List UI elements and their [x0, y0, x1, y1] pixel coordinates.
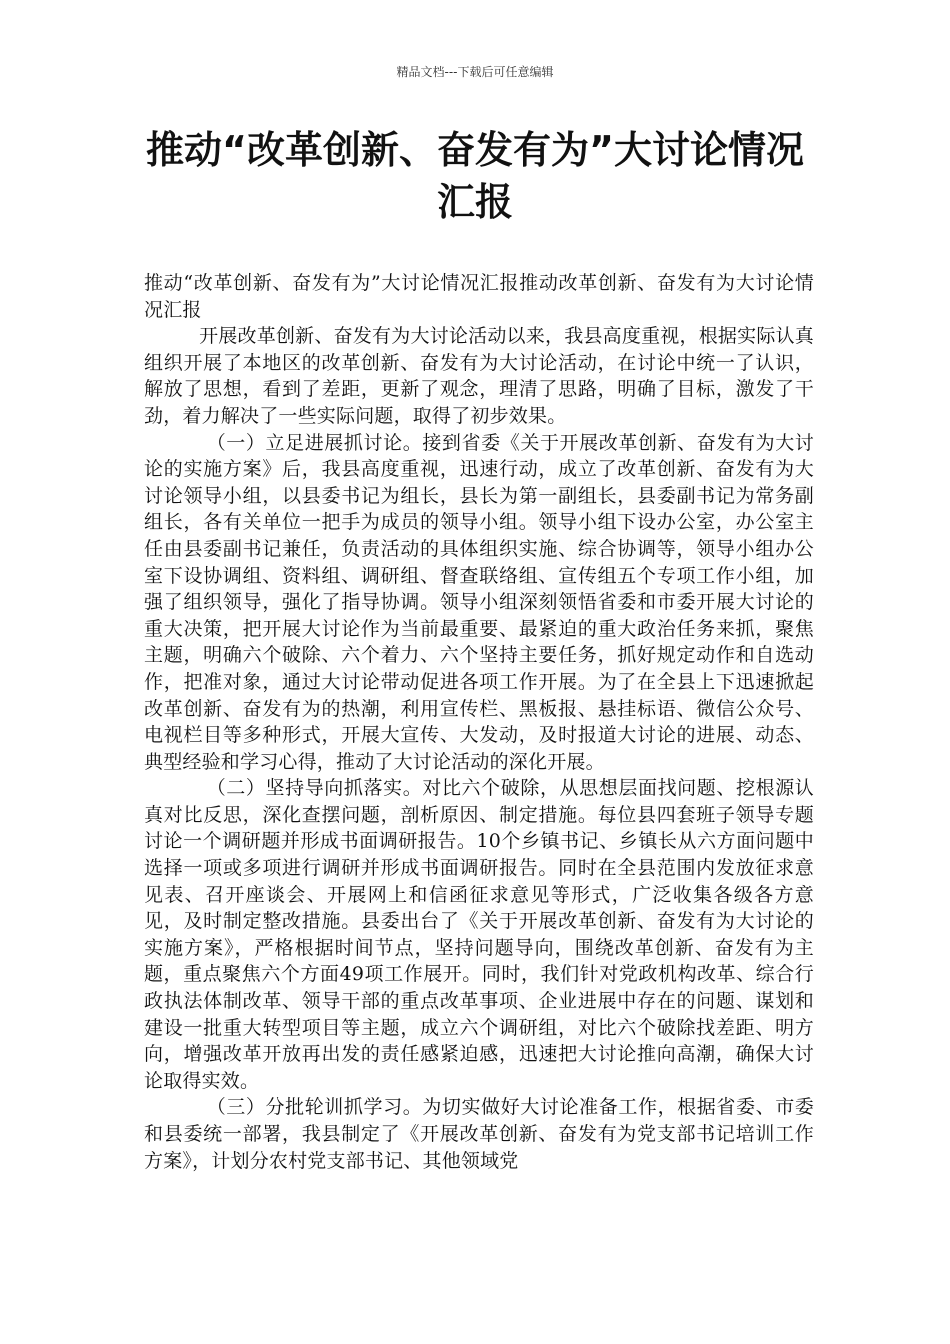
- section-1-paragraph: （一）立足进展抓讨论。接到省委《关于开展改革创新、奋发有为大讨论的实施方案》后，我县高度重视，迅速行动，成立了改革创新、奋发有为大讨论领导小组，以县委书记为组长，县长为第一副组长，县委副书记为常务副组长，各有关单位一把手为成员的领导小组。领导小组下设办公室，办公室主任由县委副书记兼任，负责活动的具体组织实施、综合协调等，领导小组办公室下设协调组、资料组、调研组、督查联络组、宣传组五个专项工作小组，加强了组织领导，强化了指导协调。领导小组深刻领悟省委和市委开展大讨论的重大决策，把开展大讨论作为当前最重要、最紧迫的重大政治任务来抓，聚焦主题，明确六个破除、六个着力、六个坚持主要任务，抓好规定动作和自选动作，把准对象，通过大讨论带动促进各项工作开展。为了在全县上下迅速掀起改革创新、奋发有为的热潮，利用宣传栏、黑板报、悬挂标语、微信公众号、电视栏目等多种形式，开展大宣传、大发动，及时报道大讨论的进展、动态、典型经验和学习心得，推动了大讨论活动的深化开展。: [144, 431, 814, 773]
- section-2-paragraph: （二）坚持导向抓落实。对比六个破除，从思想层面找问题、挖根源认真对比反思，深化查摆问题，剖析原因、制定措施。每位县四套班子领导专题讨论一个调研题并形成书面调研报告。10个乡镇书记、乡镇长从六方面问题中选择一项或多项进行调研并形成书面调研报告。同时在全县范围内发放征求意见表、召开座谈会、开展网上和信函征求意见等形式，广泛收集各级各方意见，及时制定整改措施。县委出台了《关于开展改革创新、奋发有为大讨论的实施方案》，严格根据时间节点，坚持问题导向，围绕改革创新、奋发有为主题，重点聚焦六个方面49项工作展开。同时，我们针对党政机构改革、综合行政执法体制改革、领导干部的重点改革事项、企业进展中存在的问题、谋划和建设一批重大转型项目等主题，成立六个调研组，对比六个破除找差距、明方向，增强改革开放再出发的责任感紧迫感，迅速把大讨论推向高潮，确保大讨论取得实效。: [144, 777, 814, 1092]
- page-header: 精品文档---下载后可任意编辑: [396, 65, 554, 79]
- summary-paragraph: 推动“改革创新、奋发有为”大讨论情况汇报推动改革创新、奋发有为大讨论情况汇报: [144, 272, 814, 321]
- section-3-paragraph: （三）分批轮训抓学习。为切实做好大讨论准备工作，根据省委、市委和县委统一部署，我县制定了《开展改革创新、奋发有为党支部书记培训工作方案》，计划分农村党支部书记、其他领域党: [144, 1096, 814, 1172]
- document-title: 推动“改革创新、奋发有为”大讨论情况汇报: [146, 128, 804, 224]
- document-body: [144, 270, 814, 1174]
- intro-paragraph: 开展改革创新、奋发有为大讨论活动以来，我县高度重视，根据实际认真组织开展了本地区的改革创新、奋发有为大讨论活动，在讨论中统一了认识，解放了思想，看到了差距，更新了观念，理清了思路，明确了目标，激发了干劲，着力解决了一些实际问题，取得了初步效果。: [144, 325, 814, 427]
